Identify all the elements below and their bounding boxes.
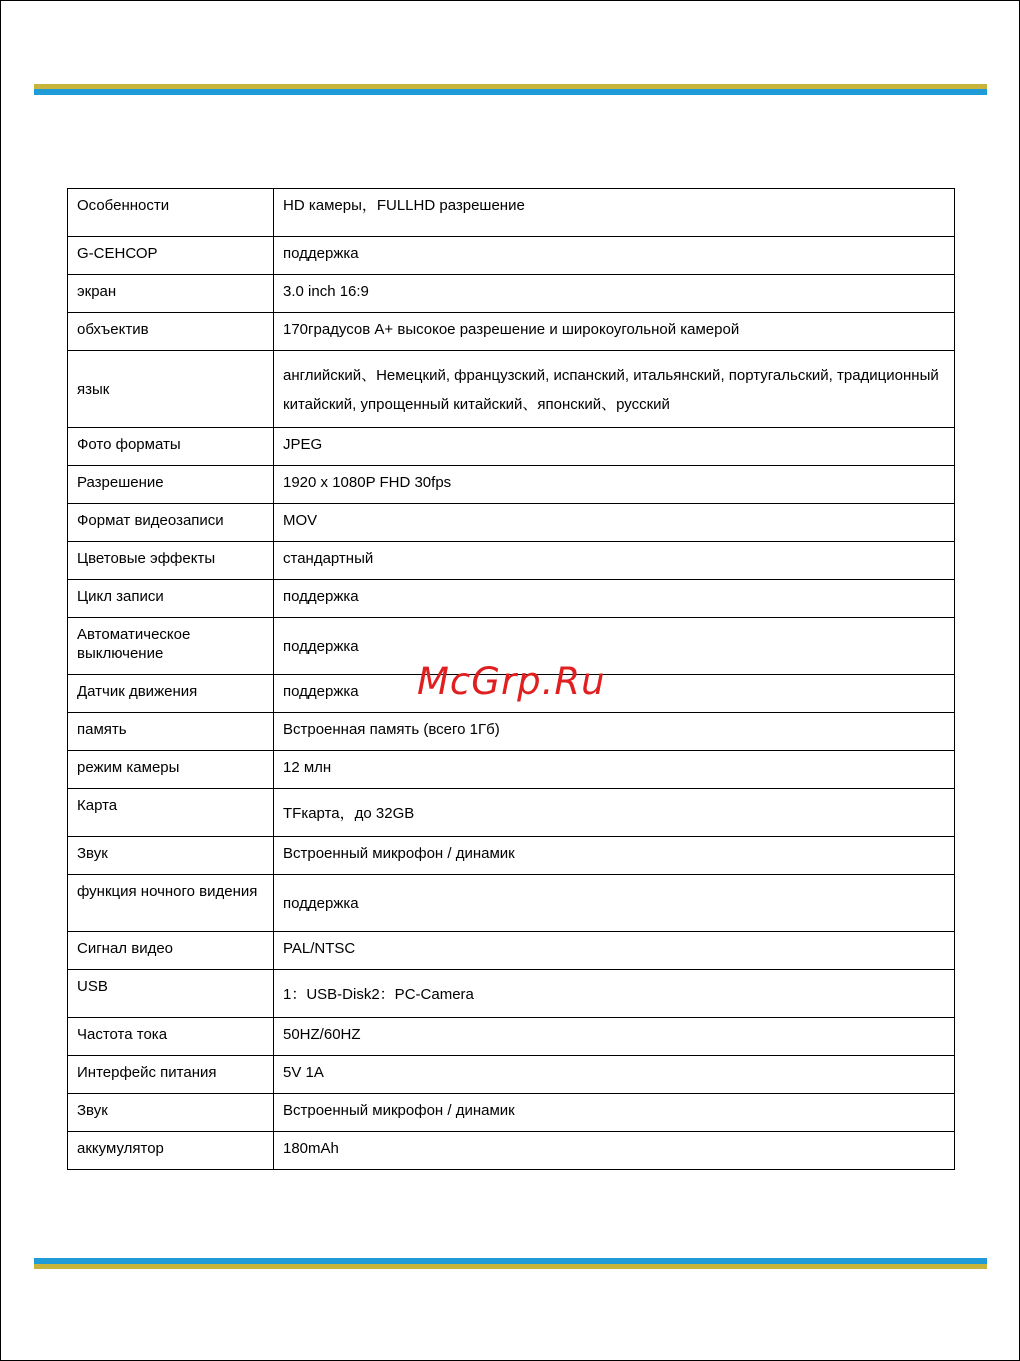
spec-row xyxy=(68,237,955,275)
spec-value: MOV xyxy=(274,504,955,542)
spec-label: Фото форматы xyxy=(68,428,274,466)
spec-value: 3.0 inch 16:9 xyxy=(274,275,955,313)
spec-value: Встроенный микрофон / динамик xyxy=(274,837,955,875)
spec-value: стандартный xyxy=(274,542,955,580)
spec-row xyxy=(68,970,955,1018)
spec-value: 5V 1A xyxy=(274,1056,955,1094)
spec-label: Цветовые эффекты xyxy=(68,542,274,580)
spec-label: Звук xyxy=(68,1094,274,1132)
spec-value: JPEG xyxy=(274,428,955,466)
spec-label: Автоматическое выключение xyxy=(68,618,274,675)
spec-row xyxy=(68,189,955,237)
spec-value: 12 млн xyxy=(274,751,955,789)
spec-value: Встроенный микрофон / динамик xyxy=(274,1094,955,1132)
spec-row xyxy=(68,1056,955,1094)
footer-stripe xyxy=(34,1258,987,1269)
spec-label: язык xyxy=(68,351,274,428)
spec-label: Интерфейс питания xyxy=(68,1056,274,1094)
spec-row xyxy=(68,580,955,618)
spec-value: Встроенная память (всего 1Гб) xyxy=(274,713,955,751)
spec-label: обхъектив xyxy=(68,313,274,351)
spec-label: Частота тока xyxy=(68,1018,274,1056)
spec-value: 50HZ/60HZ xyxy=(274,1018,955,1056)
spec-value: 170градусов A+ высокое разрешение и широкоугольной камерой xyxy=(274,313,955,351)
spec-value: TFкарта，до 32GB xyxy=(274,789,955,837)
spec-row xyxy=(68,504,955,542)
spec-value: 1：USB-Disk2：PC-Camera xyxy=(274,970,955,1018)
spec-row xyxy=(68,1132,955,1170)
spec-value: поддержка xyxy=(274,618,955,675)
spec-label: G-СЕНСОР xyxy=(68,237,274,275)
spec-value: HD камеры，FULLHD разрешение xyxy=(274,189,955,237)
spec-label: Звук xyxy=(68,837,274,875)
spec-row xyxy=(68,428,955,466)
spec-row xyxy=(68,1094,955,1132)
spec-label: USB xyxy=(68,970,274,1018)
spec-label: аккумулятор xyxy=(68,1132,274,1170)
spec-row xyxy=(68,466,955,504)
spec-label: Формат видеозаписи xyxy=(68,504,274,542)
spec-value: 1920 x 1080P FHD 30fps xyxy=(274,466,955,504)
header-stripe-blue xyxy=(34,89,987,95)
spec-row xyxy=(68,751,955,789)
spec-row xyxy=(68,313,955,351)
spec-label: Цикл записи xyxy=(68,580,274,618)
spec-value: 180mAh xyxy=(274,1132,955,1170)
footer-stripe-yellow xyxy=(34,1264,987,1269)
spec-row xyxy=(68,275,955,313)
spec-label: Датчик движения xyxy=(68,675,274,713)
spec-label: Особенности xyxy=(68,189,274,237)
spec-value: поддержка xyxy=(274,580,955,618)
spec-value: поддержка xyxy=(274,237,955,275)
spec-label: Карта xyxy=(68,789,274,837)
spec-label: память xyxy=(68,713,274,751)
spec-label: Сигнал видео xyxy=(68,932,274,970)
spec-value: PAL/NTSC xyxy=(274,932,955,970)
header-stripe xyxy=(34,84,987,95)
spec-label: Разрешение xyxy=(68,466,274,504)
spec-row xyxy=(68,351,955,428)
spec-row xyxy=(68,713,955,751)
spec-label: функция ночного видения xyxy=(68,875,274,932)
spec-row xyxy=(68,1018,955,1056)
spec-value: поддержка xyxy=(274,675,955,713)
spec-label: экран xyxy=(68,275,274,313)
spec-row xyxy=(68,542,955,580)
spec-row xyxy=(68,932,955,970)
spec-row xyxy=(68,789,955,837)
spec-value: поддержка xyxy=(274,875,955,932)
spec-row xyxy=(68,837,955,875)
spec-label: режим камеры xyxy=(68,751,274,789)
spec-value: английский、Немецкий, французский, испанский, итальянский, португальский, традиционный китайский, упрощенный китайский、японский、русский xyxy=(274,351,955,428)
watermark-text: McGrp.Ru xyxy=(417,660,606,703)
spec-row xyxy=(68,875,955,932)
